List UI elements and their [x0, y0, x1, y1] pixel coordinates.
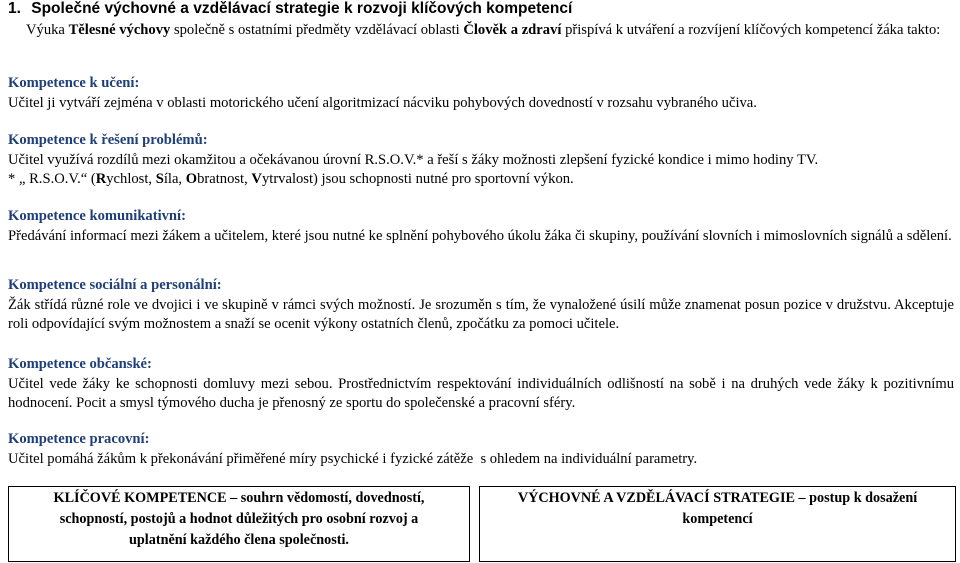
section-text-socialni: Žák střídá různé role ve dvojici i ve skupině v rámci svých možností. Je srozuměn s tím, že vynaložené úsilí může znamenat posun pozice v družstvu. Akceptuje roli odpovídající svým možnostem a snaží se ocenit výkony ostatních členů, zpočátku za pomoci učitele. — [8, 296, 954, 332]
section-heading — [8, 0, 572, 18]
note-s: S — [155, 171, 164, 187]
section-note-reseni — [8, 170, 954, 190]
key-competences-text: KLÍČOVÉ KOMPETENCE – souhrn vědomostí, dovedností, schopností, postojů a hodnot důležitých pro osobní rozvoj a uplatnění každého člena společnosti. — [53, 490, 425, 548]
note-v: V — [251, 171, 262, 187]
section-reseni — [8, 131, 954, 190]
section-title-komunikativni: Kompetence komunikativní: — [8, 208, 186, 224]
section-title-obcanske: Kompetence občanské: — [8, 356, 152, 372]
section-title-uceni: Kompetence k učení: — [8, 75, 140, 91]
note-ila: íla, — [163, 171, 186, 187]
note-prefix: * „ R.S.O.V.“ ( — [8, 171, 96, 187]
note-o: O — [185, 171, 198, 187]
strategies-text: VÝCHOVNÉ A VZDĚLÁVACÍ STRATEGIE – postup k dosažení kompetencí — [517, 490, 918, 527]
section-obcanske — [8, 355, 954, 414]
section-socialni — [8, 276, 954, 335]
section-pracovni — [8, 430, 954, 469]
intro-text-1: Výuka — [26, 22, 69, 38]
section-komunikativni — [8, 207, 954, 246]
note-r: R — [95, 171, 107, 187]
section-text-obcanske: Učitel vede žáky ke schopnosti domluvy mezi sebou. Prostřednictvím respektování individuálních odlišností na sobě i na druhých vede žáky k pozitivnímu hodnocení. Pocit a smysl týmového ducha je přenosný ze sportu do společenské a pracovní sféry. — [8, 375, 954, 411]
section-text-uceni: Učitel ji vytváří zejména v oblasti motorického učení algoritmizací nácviku pohybových dovedností v rozsahu vybraného učiva. — [8, 94, 757, 111]
intro-paragraph — [8, 20, 956, 40]
key-competences-box — [8, 486, 470, 562]
section-text-komunikativni: Předávání informací mezi žákem a učitelem, které jsou nutné ke splnění pohybového úkolu žáka či skupiny, používání slovních i mimoslovních signálů a sdělení. — [8, 227, 952, 244]
note-ytrvalost: ytrvalost) jsou schopnosti nutné pro sportovní výkon. — [261, 171, 574, 187]
heading-number: 1. — [8, 0, 21, 17]
section-title-pracovni: Kompetence pracovní: — [8, 431, 150, 447]
strategies-box — [479, 486, 956, 562]
section-text-pracovni: Učitel pomáhá žákům k překonávání přiměřené míry psychické i fyzické zátěže s ohledem na individuální parametry. — [8, 450, 698, 467]
section-text-reseni: Učitel využívá rozdílů mezi okamžitou a očekávanou úrovní R.S.O.V.* a řeší s žáky možnosti zlepšení fyzické kondice i mimo hodiny TV. — [8, 151, 819, 168]
intro-area: Člověk a zdraví — [463, 22, 562, 38]
intro-text-2: společně s ostatními předměty vzdělávací oblasti — [170, 22, 464, 38]
section-title-socialni: Kompetence sociální a personální: — [8, 277, 222, 293]
section-title-reseni: Kompetence k řešení problémů: — [8, 132, 208, 148]
section-uceni — [8, 74, 954, 113]
note-ychlost: ychlost, — [106, 171, 156, 187]
intro-subject: Tělesné výchovy — [68, 22, 171, 38]
intro-text-3: přispívá k utváření a rozvíjení klíčových kompetencí žáka takto: — [561, 22, 941, 38]
heading-title: Společné výchovné a vzdělávací strategie k rozvoji klíčových kompetencí — [31, 0, 573, 17]
note-bratnost: bratnost, — [197, 171, 252, 187]
